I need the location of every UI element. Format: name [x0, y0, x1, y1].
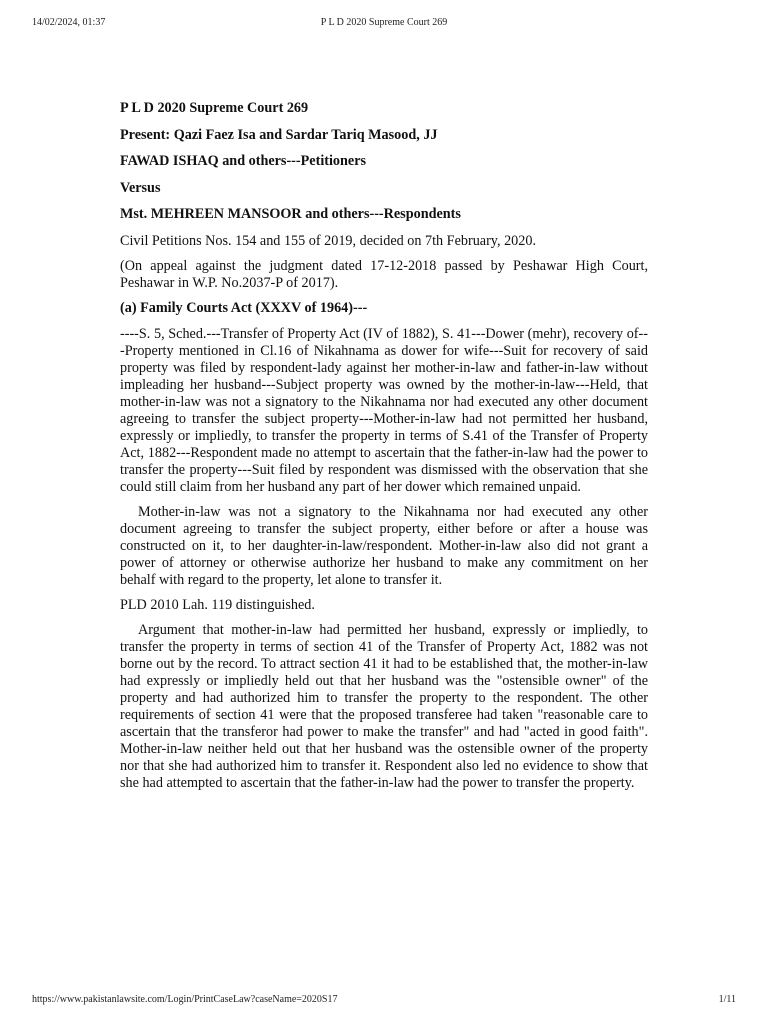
citation-note: PLD 2010 Lah. 119 distinguished.: [120, 596, 315, 613]
case-citation: P L D 2020 Supreme Court 269: [120, 100, 309, 116]
headnote-paragraph-2: Argument that mother-in-law had permitted her husband, expressly or impliedly, to transfer the property in terms of section 41 of the Transfer of Property Act, 1882 was not borne out by the record. To attract section 41 it had to be established that, the mother-in-law had expressly or impliedly held out that her husband was the "ostensible owner" of the property and had authorized him to transfer the property to the respondent. The other requirements of section 41 were that the proposed transferee had taken "reasonable care to ascertain that the transferor had power to make the transfer" and had "acted in good faith". Mother-in-law neither held out that her husband was the ostensible owner of the property nor that she had authorized him to transfer it. Respondent also led no evidence to show that she had attempted to ascertain that the father-in-law had the power to transfer the property.: [120, 621, 648, 791]
print-page-title: P L D 2020 Supreme Court 269: [320, 17, 448, 28]
print-page-number: 1/11: [718, 994, 736, 1005]
case-law-document: [120, 100, 648, 800]
headnote-title: (a) Family Courts Act (XXXV of 1964)---: [120, 299, 368, 316]
print-url: https://www.pakistanlawsite.com/Login/PrintCaseLaw?caseName=2020S17: [32, 994, 338, 1005]
headnote-summary: ----S. 5, Sched.---Transfer of Property Act (IV of 1882), S. 41---Dower (mehr), recovery of---Property mentioned in Cl.16 of Nikahnama as dower for wife---Suit for recovery of said property was filed by respondent-lady against her mother-in-law and father-in-law without impleading her husband---Subject property was owned by the mother-in-law---Held, that mother-in-law was not a signatory to the Nikahnama nor had executed any other document agreeing to transfer the subject property---Mother-in-law had not permitted her husband, expressly or impliedly, to transfer the property in terms of S.41 of the Transfer of Property Act, 1882---Respondent made no attempt to ascertain that the father-in-law had the power to transfer the property---Suit filed by respondent was dismissed with the observation that she could still claim from her husband any part of her dower which remained unpaid.: [120, 325, 648, 495]
headnote-paragraph-1: Mother-in-law was not a signatory to the Nikahnama nor had executed any other document agreeing to transfer the subject property, either before or after a house was constructed on it, to her daughter-in-law/respondent. Mother-in-law also did not grant a power of attorney or otherwise authorize her husband to make any commitment on her behalf with regard to the property, let alone to transfer it.: [120, 503, 648, 588]
appeal-note: (On appeal against the judgment dated 17-12-2018 passed by Peshawar High Court, Peshawar in W.P. No.2037-P of 2017).: [120, 257, 648, 291]
bench-line: Present: Qazi Faez Isa and Sardar Tariq Masood, JJ: [120, 126, 438, 143]
versus-line: Versus: [120, 179, 161, 196]
respondents-line: Mst. MEHREEN MANSOOR and others---Respondents: [120, 206, 461, 222]
petitioners-line: FAWAD ISHAQ and others---Petitioners: [120, 153, 367, 169]
case-details: Civil Petitions Nos. 154 and 155 of 2019, decided on 7th February, 2020.: [120, 232, 536, 249]
print-datetime: 14/02/2024, 01:37: [32, 17, 106, 28]
